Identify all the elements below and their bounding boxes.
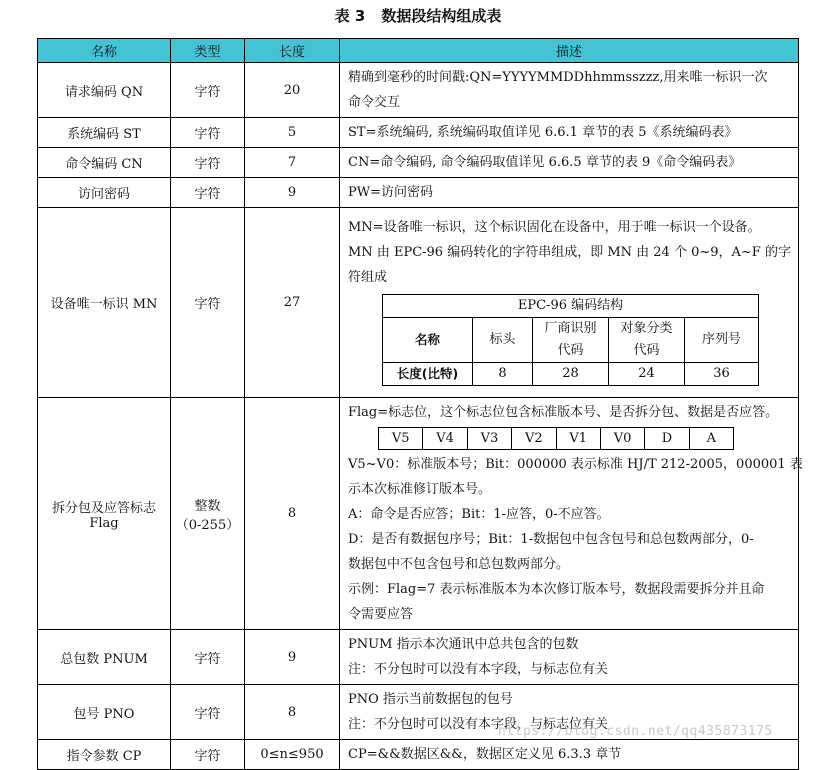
field-length: 8 — [245, 398, 340, 630]
desc-line: CN=命令编码, 命令编码取值详见 6.6.5 章节的表 9《命令编码表》 — [348, 155, 742, 170]
flag-bit: D — [645, 428, 689, 450]
field-name: 总包数 PNUM — [38, 630, 171, 685]
epc96-name-label: 名称 — [383, 318, 473, 363]
table-row — [38, 118, 799, 148]
field-length: 27 — [245, 208, 340, 398]
desc-line: PNO 指示当前数据包的包号 — [348, 692, 513, 707]
epc96-field-bits: 8 — [473, 363, 533, 386]
desc-line: 令需要应答 — [348, 607, 414, 622]
desc-line: Flag=标志位，这个标志位包含标准版本号、是否拆分包、数据是否应答。 — [348, 405, 779, 420]
desc-line: MN=设备唯一标识，这个标识固化在设备中，用于唯一标识一个设备。 — [348, 220, 761, 235]
field-type: 字符 — [171, 148, 245, 178]
desc-line: ST=系统编码, 系统编码取值详见 6.6.1 章节的表 5《系统编码表》 — [348, 125, 738, 140]
header-type: 类型 — [171, 39, 245, 63]
desc-line: 示本次标准修订版本号。 — [348, 482, 492, 497]
field-name: 系统编码 ST — [38, 118, 171, 148]
desc-line: V5~V0：标准版本号；Bit：000000 表示标准 HJ/T 212-2005，000001 表 — [348, 457, 803, 472]
field-type-line: 整数 — [194, 498, 221, 514]
epc96-title: EPC-96 编码结构 — [383, 295, 759, 318]
header-name: 名称 — [38, 39, 171, 63]
field-description — [340, 63, 799, 118]
desc-line: 数据包中不包含包号和总包数两部分。 — [348, 557, 570, 572]
epc96-field-name-line: 代码 — [557, 343, 584, 358]
watermark: https://blog.csdn.net/qq435873175 — [498, 724, 773, 739]
desc-line: A：命令是否应答；Bit：1-应答，0-不应答。 — [348, 507, 610, 522]
epc96-structure-table — [382, 294, 759, 386]
flag-bit: V0 — [600, 428, 644, 450]
epc96-field-name — [533, 318, 609, 363]
table-row — [38, 148, 799, 178]
desc-line: MN 由 EPC-96 编码转化的字符串组成，即 MN 由 24 个 0~9，A~F 的字 — [348, 245, 791, 260]
field-name: 包号 PNO — [38, 685, 171, 740]
field-name: 指令参数 CP — [38, 740, 171, 770]
table-row — [38, 63, 799, 118]
desc-line: 注：不分包时可以没有本字段，与标志位有关 — [348, 662, 609, 677]
flag-bit: V4 — [423, 428, 467, 450]
field-name — [38, 398, 171, 630]
flag-bit: V1 — [556, 428, 600, 450]
data-segment-table — [37, 38, 803, 770]
flag-bits-table — [378, 427, 734, 450]
table-row — [38, 740, 799, 770]
desc-line: 注：不分包时可以没有本字段，与标志位有关 — [348, 717, 609, 732]
field-name-line: Flag — [89, 515, 119, 531]
epc96-field-name — [609, 318, 685, 363]
header-description: 描述 — [340, 39, 799, 63]
field-length: 20 — [245, 63, 340, 118]
epc96-field-name: 标头 — [473, 318, 533, 363]
field-name-line: 拆分包及应答标志 — [51, 500, 156, 516]
desc-line: CP=&&数据区&&，数据区定义见 6.3.3 章节 — [348, 747, 622, 762]
field-description — [340, 148, 799, 178]
header-length: 长度 — [245, 39, 340, 63]
flag-bit: V3 — [467, 428, 511, 450]
epc96-field-name-line: 代码 — [633, 343, 660, 358]
epc96-field-name-line: 对象分类 — [620, 321, 673, 336]
desc-line: 命令交互 — [348, 95, 401, 110]
table-row — [38, 398, 799, 630]
table-row — [38, 630, 799, 685]
flag-bit: A — [689, 428, 733, 450]
epc96-length-label: 长度(比特) — [383, 363, 473, 386]
flag-bit: V5 — [379, 428, 423, 450]
field-description — [340, 118, 799, 148]
field-description — [340, 398, 803, 630]
field-type — [171, 398, 245, 630]
desc-line: 精确到毫秒的时间戳:QN=YYYYMMDDhhmmsszzz,用来唯一标识一次 — [348, 70, 768, 85]
field-length: 8 — [245, 685, 340, 740]
table-row — [38, 178, 799, 208]
field-length: 9 — [245, 178, 340, 208]
field-length: 9 — [245, 630, 340, 685]
desc-line: 示例：Flag=7 表示标准版本为本次修订版本号，数据段需要拆分并且命 — [348, 582, 765, 597]
field-description — [340, 208, 799, 398]
field-name: 访问密码 — [38, 178, 171, 208]
field-description — [340, 178, 799, 208]
field-type: 字符 — [171, 740, 245, 770]
epc96-field-bits: 36 — [685, 363, 759, 386]
field-description — [340, 740, 799, 770]
caption-title: 数据段结构组成表 — [381, 7, 502, 25]
epc96-field-bits: 28 — [533, 363, 609, 386]
field-type-line: （0-255） — [175, 517, 240, 533]
field-type: 字符 — [171, 118, 245, 148]
table-row — [38, 208, 799, 398]
field-type: 字符 — [171, 685, 245, 740]
field-type: 字符 — [171, 178, 245, 208]
field-description — [340, 630, 799, 685]
caption-label: 表 3 — [334, 7, 366, 25]
field-name: 命令编码 CN — [38, 148, 171, 178]
desc-line: PW=访问密码 — [348, 185, 434, 200]
field-type: 字符 — [171, 63, 245, 118]
desc-line: PNUM 指示本次通讯中总共包含的包数 — [348, 637, 579, 652]
epc96-field-bits: 24 — [609, 363, 685, 386]
desc-line: D：是否有数据包序号；Bit：1-数据包中包含包号和总包数两部分，0- — [348, 532, 754, 547]
field-length: 0≤n≤950 — [245, 740, 340, 770]
flag-bit: V2 — [512, 428, 556, 450]
field-name: 请求编码 QN — [38, 63, 171, 118]
desc-line: 符组成 — [348, 270, 388, 285]
field-length: 7 — [245, 148, 340, 178]
epc96-field-name-line: 厂商识别 — [544, 321, 597, 336]
field-name: 设备唯一标识 MN — [38, 208, 171, 398]
field-type: 字符 — [171, 208, 245, 398]
header-row — [38, 39, 799, 63]
field-length: 5 — [245, 118, 340, 148]
field-type: 字符 — [171, 630, 245, 685]
epc96-field-name: 序列号 — [685, 318, 759, 363]
table-caption — [0, 6, 836, 26]
